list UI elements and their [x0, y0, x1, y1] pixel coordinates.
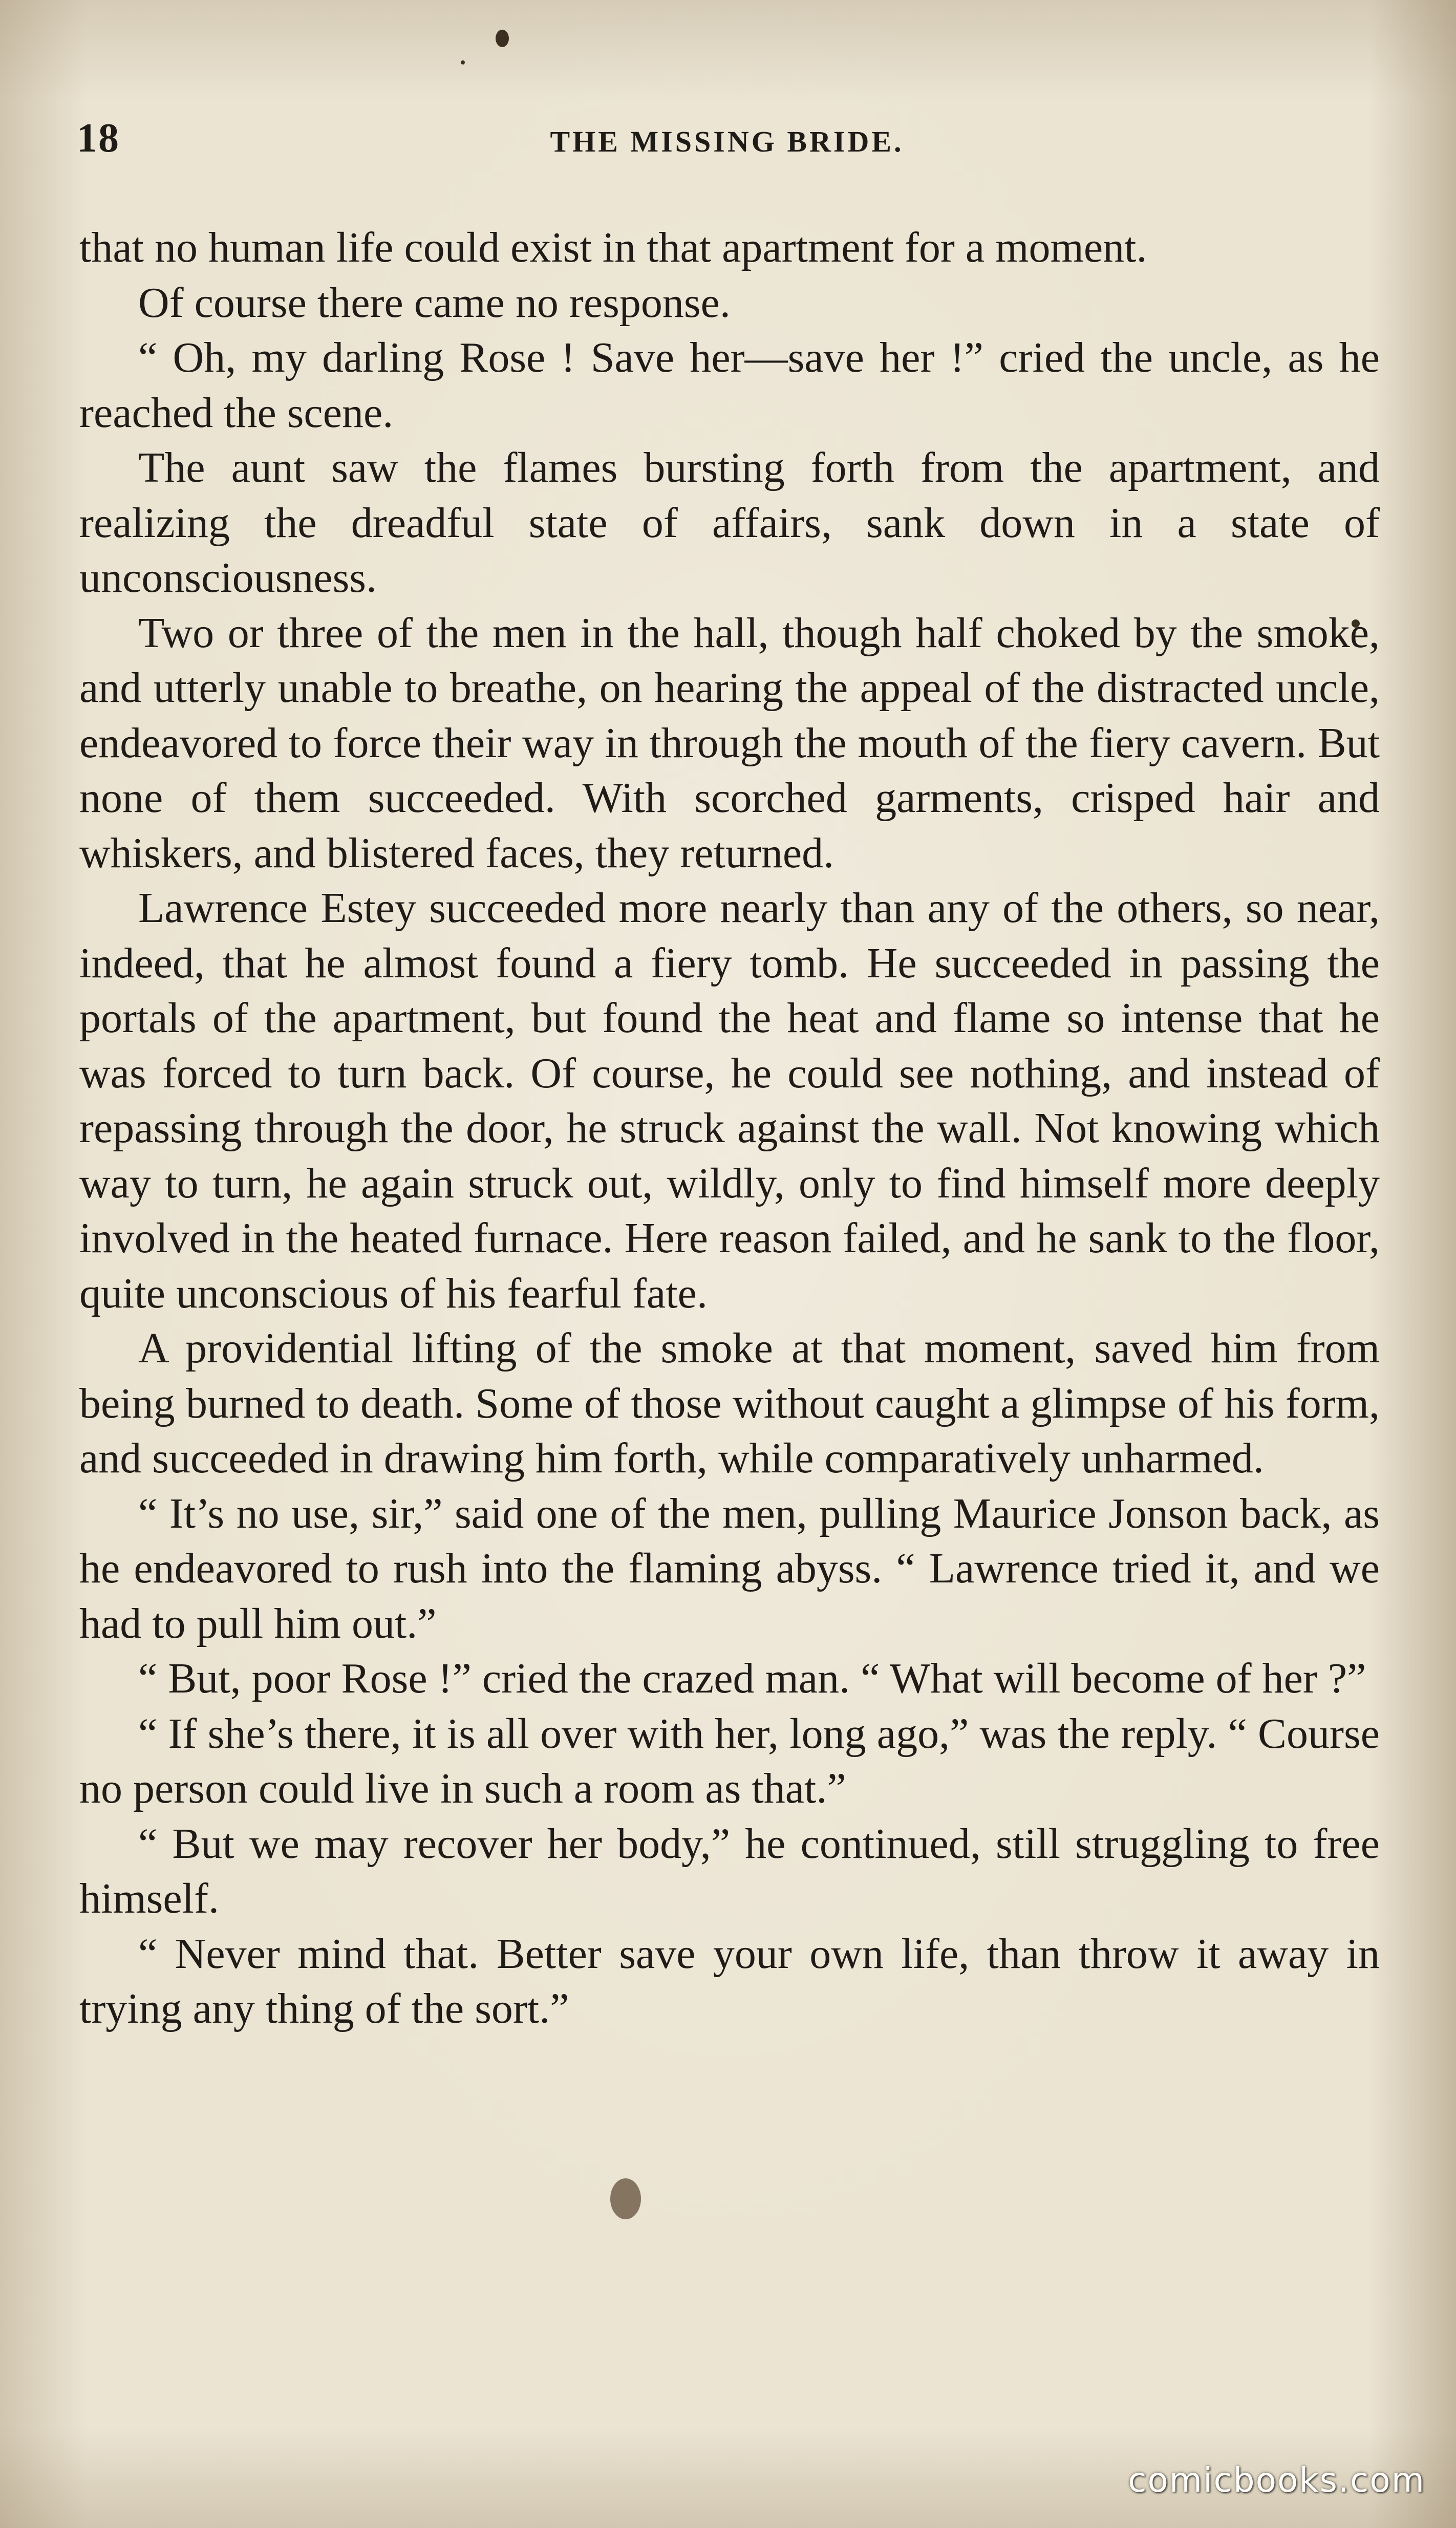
- paragraph: The aunt saw the flames bursting forth from the apartment, and realizing the dreadful state of affairs, sank down in a state of unconsciousness.: [79, 444, 1380, 602]
- paragraph: “ But we may recover her body,” he continued, still struggling to free himself.: [79, 1819, 1380, 1922]
- ink-spot: [496, 30, 509, 47]
- paragraph: A providential lifting of the smoke at that moment, saved him from being burned to death. Some of those without caught a glimpse of his form, and succeeded in drawing him forth, while comparatively unharmed.: [79, 1324, 1380, 1482]
- paragraph: “ Never mind that. Better save your own life, than throw it away in trying any thing of the sort.”: [79, 1930, 1380, 2032]
- ink-spot: [461, 60, 465, 65]
- running-head: [77, 115, 1377, 172]
- paragraph: Two or three of the men in the hall, though half choked by the smoke, and utterly unable to breathe, on hearing the appeal of the distracted uncle, endeavored to force their way in through the mouth of the fiery cavern. But none of them succeeded. With scorched garments, crisped hair and whiskers, and blistered faces, they returned.: [79, 609, 1380, 877]
- paragraph: that no human life could exist in that apartment for a moment.: [79, 224, 1147, 271]
- paragraph: “ It’s no use, sir,” said one of the men, pulling Maurice Jonson back, as he endeavored to rush into the flaming abyss. “ Lawrence tried it, and we had to pull him out.”: [79, 1489, 1380, 1647]
- book-title: THE MISSING BRIDE.: [550, 125, 904, 158]
- paragraph: “ If she’s there, it is all over with her, long ago,” was the reply. “ Course no person could live in such a room as that.”: [79, 1709, 1380, 1812]
- paragraph: Lawrence Estey succeeded more nearly than any of the others, so near, indeed, that he almost found a fiery tomb. He succeeded in passing the portals of the apartment, but found the heat and flame so intense that he was forced to turn back. Of course, he could see nothing, and instead of repassing through the door, he struck against the wall. Not knowing which way to turn, he again struck out, wildly, only to find himself more deeply involved in the heated furnace. Here reason failed, and he sank to the floor, quite unconscious of his fearful fate.: [79, 884, 1380, 1317]
- paragraph: “ Oh, my darling Rose ! Save her—save her !” cried the uncle, as he reached the scene.: [79, 334, 1380, 437]
- paragraph: Of course there came no response.: [138, 278, 731, 327]
- stain-spot: [610, 2178, 641, 2219]
- page-number: 18: [77, 116, 120, 161]
- watermark: comicbooks.com: [1128, 2460, 1425, 2500]
- body-text: [79, 220, 1380, 2037]
- paragraph: “ But, poor Rose !” cried the crazed man. “ What will become of her ?”: [138, 1655, 1366, 1702]
